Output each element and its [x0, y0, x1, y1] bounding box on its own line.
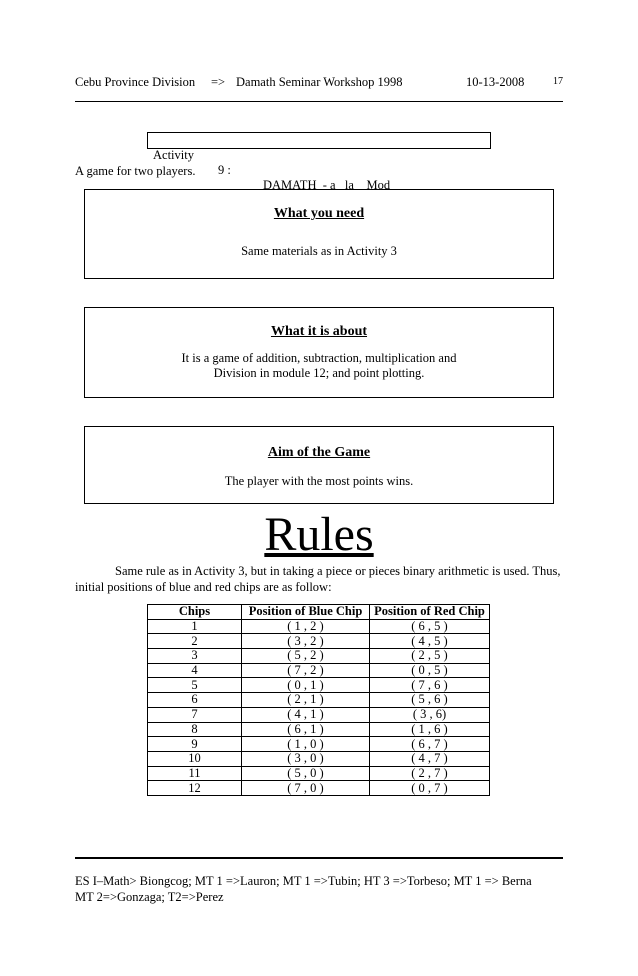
header-seminar: Damath Seminar Workshop 1998 [236, 75, 403, 89]
table-row [148, 766, 490, 781]
rules-heading: Rules [264, 508, 374, 561]
cell-chip: 5 [148, 678, 242, 693]
footer-divider [75, 857, 563, 859]
about-line-2: Division in module 12; and point plotting. [213, 366, 425, 380]
cell-chip: 1 [148, 619, 242, 634]
cell-red-position: ( 7 , 6 ) [370, 678, 490, 693]
cell-blue-position: ( 4 , 1 ) [242, 707, 370, 722]
cell-blue-position: ( 5 , 0 ) [242, 766, 370, 781]
cell-chip: 10 [148, 751, 242, 766]
cell-chip: 11 [148, 766, 242, 781]
table-header-row [148, 605, 490, 620]
what-you-need-box [84, 189, 554, 279]
table-row [148, 722, 490, 737]
table-row [148, 663, 490, 678]
cell-blue-position: ( 3 , 2 ) [242, 634, 370, 649]
cell-blue-position: ( 7 , 0 ) [242, 781, 370, 796]
table-row [148, 781, 490, 796]
what-you-need-text: Same materials as in Activity 3 [241, 244, 397, 258]
cell-chip: 4 [148, 663, 242, 678]
chip-positions-table [147, 604, 490, 796]
page-number: 17 [553, 76, 563, 87]
cell-red-position: ( 1 , 6 ) [370, 722, 490, 737]
cell-blue-position: ( 5 , 2 ) [242, 649, 370, 664]
cell-red-position: ( 6 , 5 ) [370, 619, 490, 634]
table-body [148, 619, 490, 795]
cell-chip: 2 [148, 634, 242, 649]
header-arrow: => [211, 75, 226, 89]
what-you-need-title: What you need [273, 206, 365, 221]
cell-blue-position: ( 3 , 0 ) [242, 751, 370, 766]
header-division: Cebu Province Division [75, 75, 196, 89]
cell-blue-position: ( 1 , 2 ) [242, 619, 370, 634]
activity-name: DAMATH - a la Mod [263, 178, 391, 192]
table-row [148, 634, 490, 649]
table-row [148, 693, 490, 708]
cell-blue-position: ( 7 , 2 ) [242, 663, 370, 678]
footer-line-2: MT 2=>Gonzaga; T2=>Perez [75, 890, 224, 904]
table-row [148, 678, 490, 693]
cell-red-position: ( 0 , 5 ) [370, 663, 490, 678]
aim-box [84, 426, 554, 504]
table-row [148, 649, 490, 664]
what-it-is-about-title: What it is about [270, 324, 368, 339]
cell-chip: 7 [148, 707, 242, 722]
table-row [148, 619, 490, 634]
cell-chip: 8 [148, 722, 242, 737]
cell-chip: 6 [148, 693, 242, 708]
cell-red-position: ( 4 , 7 ) [370, 751, 490, 766]
header-chips: Chips [148, 605, 242, 620]
intro-text: A game for two players. [75, 164, 196, 178]
activity-title-box [147, 132, 491, 192]
cell-red-position: ( 3 , 6) [370, 707, 490, 722]
cell-chip: 3 [148, 649, 242, 664]
aim-text: The player with the most points wins. [224, 474, 414, 488]
cell-red-position: ( 0 , 7 ) [370, 781, 490, 796]
rules-line-2: initial positions of blue and red chips are as follow: [75, 580, 332, 594]
activity-number: 9 : [218, 163, 231, 177]
cell-blue-position: ( 2 , 1 ) [242, 693, 370, 708]
header-divider [75, 101, 563, 102]
cell-blue-position: ( 1 , 0 ) [242, 737, 370, 752]
footer [75, 873, 563, 905]
cell-red-position: ( 5 , 6 ) [370, 693, 490, 708]
cell-red-position: ( 6 , 7 ) [370, 737, 490, 752]
aim-title: Aim of the Game [267, 445, 371, 460]
footer-line-1: ES I–Math> Biongcog; MT 1 =>Lauron; MT 1 =>Tubin; HT 3 =>Torbeso; MT 1 => Berna [75, 874, 532, 888]
table-row [148, 737, 490, 752]
header-date: 10-13-2008 [466, 75, 525, 89]
table-row [148, 751, 490, 766]
table-row [148, 707, 490, 722]
cell-red-position: ( 4 , 5 ) [370, 634, 490, 649]
activity-label: Activity [153, 148, 194, 162]
cell-red-position: ( 2 , 5 ) [370, 649, 490, 664]
cell-red-position: ( 2 , 7 ) [370, 766, 490, 781]
header-red-chip: Position of Red Chip [370, 605, 490, 620]
about-line-1: It is a game of addition, subtraction, multiplication and [181, 351, 457, 365]
rules-line-1: Same rule as in Activity 3, but in taking a piece or pieces binary arithmetic is used. Thus, [115, 564, 561, 578]
what-it-is-about-box [84, 307, 554, 398]
header-blue-chip: Position of Blue Chip [242, 605, 370, 620]
cell-chip: 12 [148, 781, 242, 796]
cell-chip: 9 [148, 737, 242, 752]
cell-blue-position: ( 0 , 1 ) [242, 678, 370, 693]
cell-blue-position: ( 6 , 1 ) [242, 722, 370, 737]
